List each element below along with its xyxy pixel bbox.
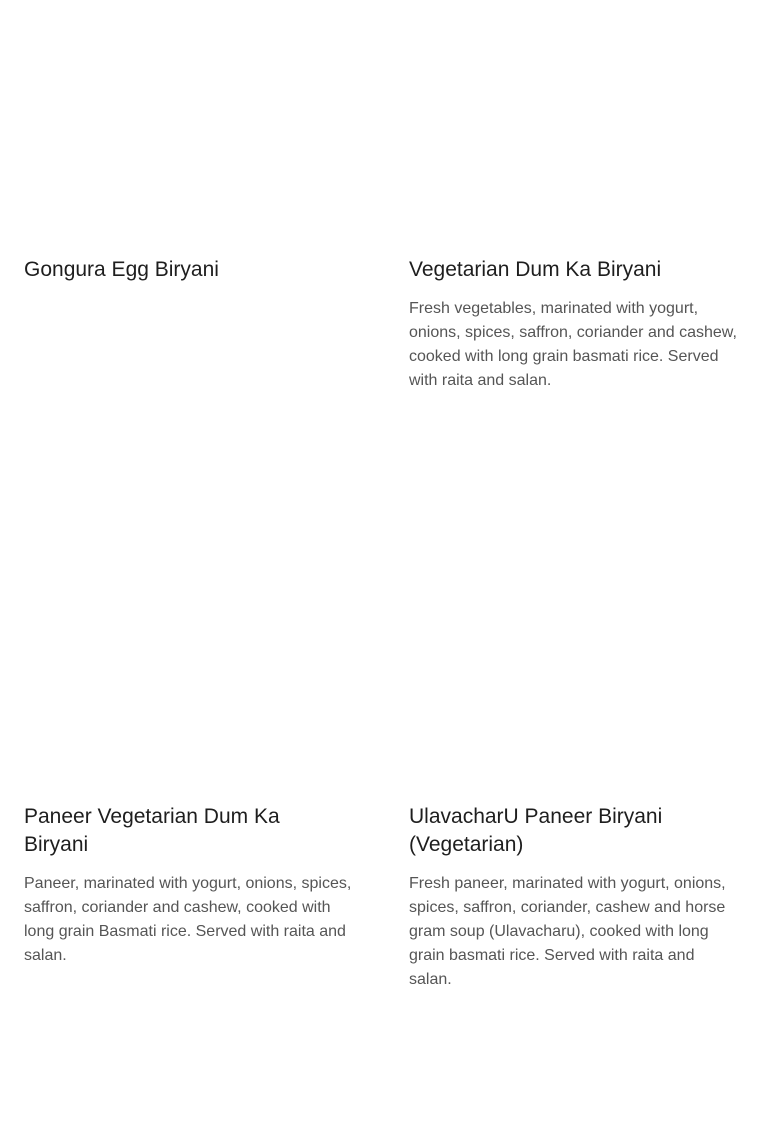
menu-item-description: Paneer, marinated with yogurt, onions, spices, saffron, coriander and cashew, cooked with long grain Basmati rice. Served with raita and salan. (24, 875, 352, 964)
menu-item-description: Fresh vegetables, marinated with yogurt, onions, spices, saffron, coriander and cashew, cooked with long grain basmati rice. Served with raita and salan. (409, 300, 737, 389)
menu-item-description: Fresh paneer, marinated with yogurt, onions, spices, saffron, coriander, cashew and horse gram soup (Ulavacharu), cooked with long grain basmati rice. Served with raita and salan. (409, 875, 726, 988)
menu-item-card[interactable] (409, 256, 739, 393)
menu-item-card[interactable] (24, 803, 354, 968)
menu-item-title: Gongura Egg Biryani (24, 258, 219, 281)
menu-item-card[interactable] (409, 803, 739, 992)
menu-item-title: UlavacharU Paneer Biryani (Vegetarian) (409, 805, 663, 856)
menu-item-title: Paneer Vegetarian Dum Ka Biryani (24, 805, 280, 856)
menu-item-card[interactable] (24, 256, 354, 284)
menu-item-title: Vegetarian Dum Ka Biryani (409, 258, 662, 281)
